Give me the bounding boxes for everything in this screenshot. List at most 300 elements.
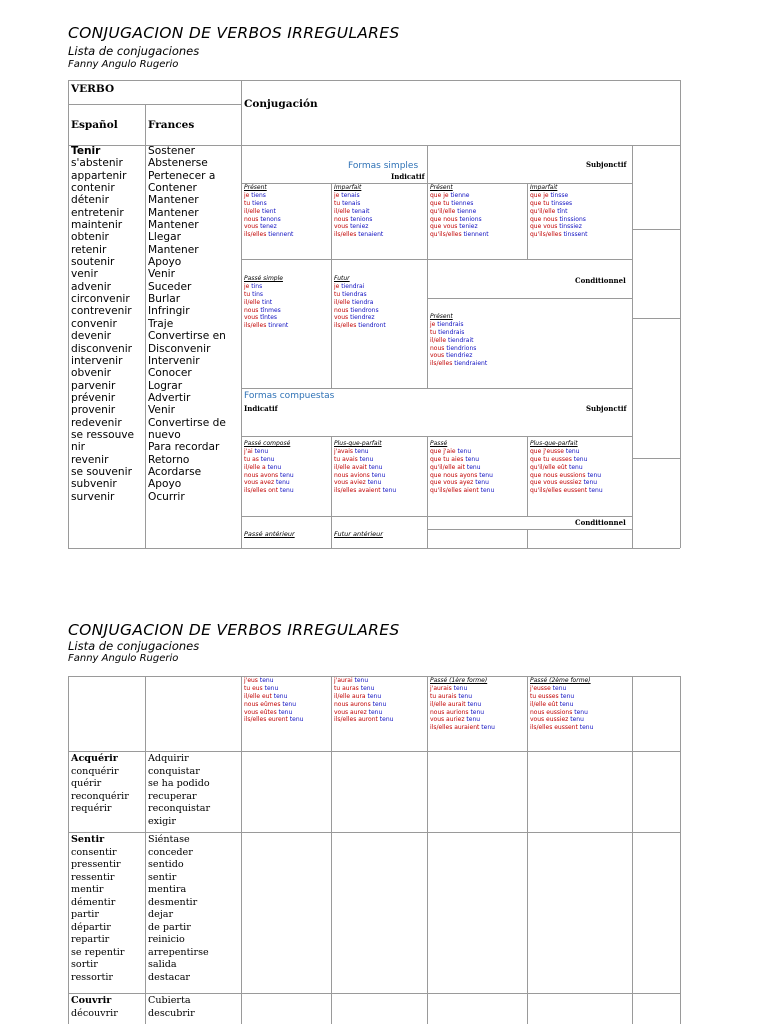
pronoun: je xyxy=(430,320,436,328)
pronoun: qu'il/elle ait xyxy=(430,463,465,471)
conjugation-line xyxy=(530,472,603,480)
pronoun: que tu xyxy=(430,199,450,207)
conjugation-line xyxy=(244,685,303,693)
subj-imparfait-block xyxy=(530,184,587,239)
verb-item: conquistar xyxy=(148,765,200,777)
conjugation-line xyxy=(244,223,293,231)
cond-passe2-block xyxy=(530,677,593,732)
verb-item: conceder xyxy=(148,846,193,858)
conjugation-line xyxy=(334,487,396,495)
verb-item: entretenir xyxy=(71,206,124,219)
conjugation-line xyxy=(334,231,383,239)
conjugation-line xyxy=(530,487,603,495)
futur-anterieur-label: Futur antérieur xyxy=(334,530,383,538)
verb-item: Abstenerse xyxy=(148,157,208,170)
conjugation-line xyxy=(334,208,383,216)
pronoun: ils/elles xyxy=(244,322,267,330)
conjugation-line xyxy=(334,709,393,717)
verb-item: consentir xyxy=(71,846,117,858)
formas-simples-label: Formas simples xyxy=(348,161,419,171)
conjugation-line xyxy=(334,307,386,315)
verb-item: ressentir xyxy=(71,871,115,883)
verb-item: Adquirir xyxy=(148,753,189,764)
conjugation-line xyxy=(334,472,396,480)
verb-form: tenu xyxy=(585,471,602,479)
sentir-spanish-column xyxy=(71,834,124,984)
pronoun: tu avais xyxy=(334,455,358,463)
pronoun: que j'eusse xyxy=(530,447,564,455)
verb-item: Suceder xyxy=(148,280,192,293)
conjugation-line xyxy=(530,448,603,456)
conjugation-line xyxy=(430,223,489,231)
verb-form: tenu xyxy=(380,487,397,495)
verb-item: Apoyo xyxy=(148,478,182,491)
verbs-french-column xyxy=(148,145,226,503)
pronoun: ils/elles avaient xyxy=(334,487,381,495)
verb-form: tenu xyxy=(271,692,288,700)
conjugation-line xyxy=(244,307,288,315)
verb-item: Couvrir xyxy=(71,995,112,1006)
pronoun: ils/elles xyxy=(334,322,357,330)
sentir-french-column xyxy=(148,834,209,984)
pronoun: que je xyxy=(530,191,549,199)
conjugation-line xyxy=(334,299,386,307)
verb-form: tenons xyxy=(258,215,281,223)
conjugation-line xyxy=(334,223,383,231)
pronoun: tu xyxy=(244,290,251,298)
conjugation-line xyxy=(244,231,293,239)
conjugation-line xyxy=(430,701,495,709)
verb-form: tins xyxy=(250,290,264,298)
verb-item: se repentir xyxy=(71,946,125,958)
verb-form: tenu xyxy=(265,463,282,471)
tense-title: Présent xyxy=(244,184,267,191)
verb-form: tenu xyxy=(572,708,588,716)
tense-title: Imparfait xyxy=(334,184,362,191)
verb-form: teniez xyxy=(348,223,369,231)
pronoun: vous aurez xyxy=(334,708,367,716)
verb-form: tenu xyxy=(455,447,472,455)
verb-form: tenu xyxy=(478,487,495,495)
conjugation-line xyxy=(530,724,593,732)
acquerir-spanish-column xyxy=(71,753,129,816)
pronoun: tu xyxy=(430,328,437,336)
pronoun: il/elle xyxy=(334,207,351,215)
verb-item: prévenir xyxy=(71,391,116,404)
conjugation-line xyxy=(430,479,494,487)
pronoun: vous aviez xyxy=(334,479,366,487)
subjonctif-label: Subjonctif xyxy=(586,160,627,169)
pronoun: ils/elles ont xyxy=(244,487,279,495)
verb-item: conquérir xyxy=(71,765,119,777)
verb-item: Mantener xyxy=(148,219,199,232)
conditionnel-compuesto-label: Conditionnel xyxy=(575,518,626,527)
verb-item: démentir xyxy=(71,896,116,908)
verb-form: tînt xyxy=(555,207,568,215)
verb-item: Llegar xyxy=(148,231,181,244)
verb-form: tenu xyxy=(558,692,575,700)
conjugation-line xyxy=(334,216,383,224)
indicatif-label: Indicatif xyxy=(391,172,425,181)
verb-item: revenir xyxy=(71,453,109,466)
conjugation-line xyxy=(530,464,603,472)
pronoun: je xyxy=(334,191,340,199)
verb-form: tiendrait xyxy=(446,336,474,344)
verb-item: Siéntase xyxy=(148,834,190,845)
conjugation-line xyxy=(244,283,288,291)
verb-item: départir xyxy=(71,921,111,933)
verb-form: tenu xyxy=(366,463,383,471)
pronoun: qu'il/elle xyxy=(430,207,456,215)
verb-form: tenu xyxy=(276,708,293,716)
verb-form: tenu xyxy=(479,724,495,732)
pronoun: vous xyxy=(244,314,259,322)
verb-item: arrepentirse xyxy=(148,946,209,958)
page-title: CONJUGACION DE VERBOS IRREGULARES xyxy=(68,24,400,42)
pronoun: que nous ayons xyxy=(430,471,478,479)
verb-item: sentir xyxy=(148,871,177,883)
conjugation-line xyxy=(244,479,294,487)
verb-item: descubrir xyxy=(148,1007,195,1019)
verb-form: tenu xyxy=(278,471,294,479)
pronoun: j'avais xyxy=(334,447,354,455)
tense-title: Passé simple xyxy=(244,275,283,282)
verb-form: tiendraient xyxy=(452,360,488,368)
verb-form: tenu xyxy=(463,455,479,463)
futur-block xyxy=(334,275,386,330)
tense-title: Présent xyxy=(430,313,453,320)
pronoun: vous avez xyxy=(244,479,275,487)
verb-item: contenir xyxy=(71,182,115,195)
pronoun: tu xyxy=(334,290,341,298)
conditionnel-label: Conditionnel xyxy=(575,276,626,285)
pronoun: ils/elles auraient xyxy=(430,724,480,732)
verb-item: Burlar xyxy=(148,293,181,306)
conjugation-line xyxy=(244,701,303,709)
conjugation-line xyxy=(334,677,393,685)
verb-form: tenu xyxy=(568,716,584,724)
pronoun: tu eus xyxy=(244,684,263,692)
verb-item: Venir xyxy=(148,268,175,281)
verb-item: Tenir xyxy=(71,145,101,157)
pronoun: qu'ils/elles xyxy=(430,231,462,239)
pronoun: il/elle xyxy=(334,298,351,306)
verb-item: détenir xyxy=(71,194,109,207)
verb-item: intervenir xyxy=(71,354,123,367)
pronoun: que nous xyxy=(530,215,558,223)
verb-item: mentir xyxy=(71,884,104,895)
conjugation-line xyxy=(334,291,386,299)
verb-item: Retorno xyxy=(148,453,190,466)
verb-form: tenu xyxy=(581,479,598,487)
subjonctif-compuesto-label: Subjonctif xyxy=(586,404,627,413)
pronoun: j'ai xyxy=(244,447,253,455)
conjugation-line xyxy=(334,192,383,200)
verb-form: tenu xyxy=(477,471,493,479)
conjugation-line xyxy=(430,321,487,329)
conjugation-line xyxy=(244,716,303,724)
verb-item: appartenir xyxy=(71,169,127,182)
pronoun: nous avions xyxy=(334,471,370,479)
verb-form: tenu xyxy=(353,447,369,455)
couvrir-spanish-column xyxy=(71,995,118,1020)
pronoun: que vous ayez xyxy=(430,479,474,487)
conjugation-line xyxy=(430,231,489,239)
pronoun: je xyxy=(244,191,250,199)
verb-form: tiendront xyxy=(356,322,386,330)
pronoun: qu'ils/elles xyxy=(530,231,562,239)
conjugation-line xyxy=(430,360,487,368)
pronoun: que j'aie xyxy=(430,447,456,455)
verb-item: salida xyxy=(148,959,177,970)
verb-item: découvrir xyxy=(71,1007,118,1019)
pronoun: vous eussiez xyxy=(530,716,569,724)
verb-form: tenu xyxy=(357,455,374,463)
pronoun: ils/elles eurent xyxy=(244,716,288,724)
conjugation-line xyxy=(530,709,593,717)
pronoun: que nous eussions xyxy=(530,471,586,479)
verb-item: reconquérir xyxy=(71,790,129,802)
verb-form: tenu xyxy=(278,487,294,495)
pronoun: nous xyxy=(430,344,445,352)
conjugation-line xyxy=(530,208,587,216)
conjugation-line xyxy=(430,487,494,495)
verb-form: tiens xyxy=(250,199,267,207)
conjugation-line xyxy=(244,208,293,216)
verb-form: tenu xyxy=(252,447,269,455)
conjugation-line xyxy=(244,487,294,495)
pronoun: que tu aies xyxy=(430,455,464,463)
pronoun: il/elle a xyxy=(244,463,266,471)
pronoun: qu'ils/elles eussent xyxy=(530,487,588,495)
pronoun: tu aurais xyxy=(430,692,457,700)
verb-form: tenaient xyxy=(356,231,384,239)
pronoun: que vous xyxy=(530,223,558,231)
header-espanol: Español xyxy=(71,119,118,131)
pronoun: nous xyxy=(334,215,349,223)
conjugation-line xyxy=(530,685,593,693)
tense-title: Passé composé xyxy=(244,440,291,447)
page2-author: Fanny Angulo Rugerio xyxy=(68,653,179,664)
conjugation-line xyxy=(430,352,487,360)
conjugation-line xyxy=(334,693,393,701)
pronoun: j'eus xyxy=(244,677,258,684)
pronoun: il/elle xyxy=(244,298,261,306)
pronoun: nous xyxy=(244,306,259,314)
imparfait-block xyxy=(334,184,383,239)
verb-item: Contener xyxy=(148,182,197,195)
verb-item: Acordarse xyxy=(148,465,202,478)
conjugation-line xyxy=(244,216,293,224)
conjugation-line xyxy=(244,448,294,456)
pronoun: tu as xyxy=(244,455,259,463)
verb-item: de partir xyxy=(148,921,191,933)
verbs-spanish-column xyxy=(71,145,134,503)
verb-form: tenu xyxy=(468,708,485,716)
verb-item: se ha podido xyxy=(148,778,210,789)
pronoun: il/elle xyxy=(244,207,261,215)
verb-form: tînmes xyxy=(258,306,281,314)
verb-item: partir xyxy=(71,909,99,920)
pronoun: ils/elles eussent xyxy=(530,724,578,732)
conjugation-line xyxy=(244,464,294,472)
pronoun: il/elle aura xyxy=(334,692,366,700)
pronoun: tu xyxy=(244,199,251,207)
tense-title: Passé (1ère forme) xyxy=(430,677,488,684)
verb-item: Sentir xyxy=(71,834,105,845)
pronoun: que vous eussiez xyxy=(530,479,582,487)
pronoun: tu eusses xyxy=(530,692,559,700)
verb-item: Cubierta xyxy=(148,995,191,1006)
verb-item: devenir xyxy=(71,330,112,343)
pronoun: ils/elles xyxy=(430,360,453,368)
verb-item: Infringir xyxy=(148,305,190,318)
pronoun: que tu xyxy=(530,199,550,207)
conjugation-line xyxy=(244,299,288,307)
verb-form: tenu xyxy=(464,716,481,724)
verb-form: tenu xyxy=(557,700,574,708)
verb-item: Advertir xyxy=(148,391,191,404)
tense-title: Passé xyxy=(430,440,448,447)
conjugation-line xyxy=(244,693,303,701)
verb-form: tenu xyxy=(377,716,394,724)
conjugation-line xyxy=(530,231,587,239)
header-frances: Frances xyxy=(148,119,195,131)
verb-item: disconvenir xyxy=(71,342,133,355)
conjugation-line xyxy=(430,709,495,717)
conjugation-line xyxy=(530,479,603,487)
pronoun: je xyxy=(244,282,250,290)
verb-form: tiendrez xyxy=(348,314,375,322)
verb-item: requérir xyxy=(71,803,112,814)
conjugation-line xyxy=(244,192,293,200)
conjugation-line xyxy=(430,448,494,456)
verb-form: tîntes xyxy=(258,314,278,322)
conjugation-line xyxy=(530,216,587,224)
conjugation-line xyxy=(430,456,494,464)
verb-item: quérir xyxy=(71,778,102,789)
verb-form: tenu xyxy=(571,455,588,463)
pronoun: tu xyxy=(334,199,341,207)
pronoun: il/elle eût xyxy=(530,700,558,708)
pronoun: il/elle aurait xyxy=(430,700,466,708)
conjugation-line xyxy=(530,456,603,464)
pronoun: que nous xyxy=(430,215,458,223)
conjugation-line xyxy=(430,337,487,345)
conjugation-line xyxy=(530,200,587,208)
pronoun: ils/elles xyxy=(244,231,267,239)
pronoun: j'aurai xyxy=(334,677,353,684)
conjugation-line xyxy=(244,709,303,717)
conjugation-line xyxy=(530,192,587,200)
verb-item: parvenir xyxy=(71,379,116,392)
conjugation-line xyxy=(334,283,386,291)
pronoun: tu auras xyxy=(334,684,359,692)
verb-form: tenu xyxy=(257,677,274,684)
verb-item: sortir xyxy=(71,959,98,970)
cond-present-block xyxy=(430,313,487,368)
pronoun: vous auriez xyxy=(430,716,465,724)
page-subtitle: Lista de conjugaciones xyxy=(68,44,200,58)
conjugation-line xyxy=(430,693,495,701)
verb-item: recuperar xyxy=(148,790,197,802)
verb-item: Convertirse en xyxy=(148,330,226,343)
verb-item: Sostener xyxy=(148,145,195,157)
passe-anterieur-block xyxy=(244,677,303,724)
verb-item: destacar xyxy=(148,971,190,983)
conjugation-line xyxy=(430,716,495,724)
verb-form: tenu xyxy=(567,463,583,471)
conjugation-line xyxy=(530,223,587,231)
verb-form: tins xyxy=(249,282,263,290)
verb-item: Disconvenir xyxy=(148,342,211,355)
verb-item: maintenir xyxy=(71,219,123,232)
verb-item: Acquérir xyxy=(71,753,118,764)
verb-item: Convertirse de xyxy=(148,416,226,429)
verb-form: tient xyxy=(260,207,276,215)
verb-item: Apoyo xyxy=(148,256,182,269)
conjugation-line xyxy=(334,448,396,456)
conjugation-line xyxy=(244,200,293,208)
conjugation-line xyxy=(430,329,487,337)
subj-pqp-block xyxy=(530,440,603,495)
tense-title: Présent xyxy=(430,184,453,191)
verb-form: tinsses xyxy=(549,199,573,207)
verb-form: tenu xyxy=(465,700,482,708)
verb-item: venir xyxy=(71,268,98,281)
verb-item: Ocurrir xyxy=(148,490,185,503)
verb-form: tenu xyxy=(563,447,580,455)
conjugation-line xyxy=(244,314,288,322)
verb-item: se souvenir xyxy=(71,465,132,478)
verb-form: tiennent xyxy=(266,231,294,239)
conjugation-line xyxy=(244,291,288,299)
pronoun: que tu eusses xyxy=(530,455,572,463)
verb-form: tiendrons xyxy=(348,306,379,314)
pronoun: qu'ils/elles aient xyxy=(430,487,479,495)
verb-form: tienne xyxy=(455,207,477,215)
verb-item: provenir xyxy=(71,404,116,417)
verb-item: reconquistar xyxy=(148,803,211,814)
pronoun: nous eûmes xyxy=(244,700,281,708)
verb-form: tenu xyxy=(473,479,489,487)
pronoun: nous aurions xyxy=(430,708,469,716)
conjugation-line xyxy=(530,693,593,701)
pronoun: vous eûtes xyxy=(244,708,277,716)
verb-item: Pertenecer a xyxy=(148,169,216,182)
pronoun: il/elle xyxy=(430,336,447,344)
verb-form: tiendrions xyxy=(444,344,477,352)
verb-form: tenais xyxy=(339,191,360,199)
pronoun: je xyxy=(334,282,340,290)
pronoun: ils/elles xyxy=(334,231,357,239)
verb-form: tenions xyxy=(457,215,482,223)
verb-form: tenais xyxy=(340,199,361,207)
conjugation-line xyxy=(430,192,489,200)
verb-item: dejar xyxy=(148,909,174,920)
pronoun: vous xyxy=(430,352,445,360)
verb-item: survenir xyxy=(71,490,115,503)
verb-form: tiennes xyxy=(449,199,474,207)
verb-item: contrevenir xyxy=(71,305,132,318)
verb-form: tenu xyxy=(258,455,275,463)
verb-form: tenu xyxy=(550,684,567,692)
pronoun: vous xyxy=(334,223,349,231)
verb-form: teniez xyxy=(457,223,478,231)
verb-item: convenir xyxy=(71,317,117,330)
verb-form: tinssions xyxy=(557,215,586,223)
verb-form: tenez xyxy=(258,223,277,231)
